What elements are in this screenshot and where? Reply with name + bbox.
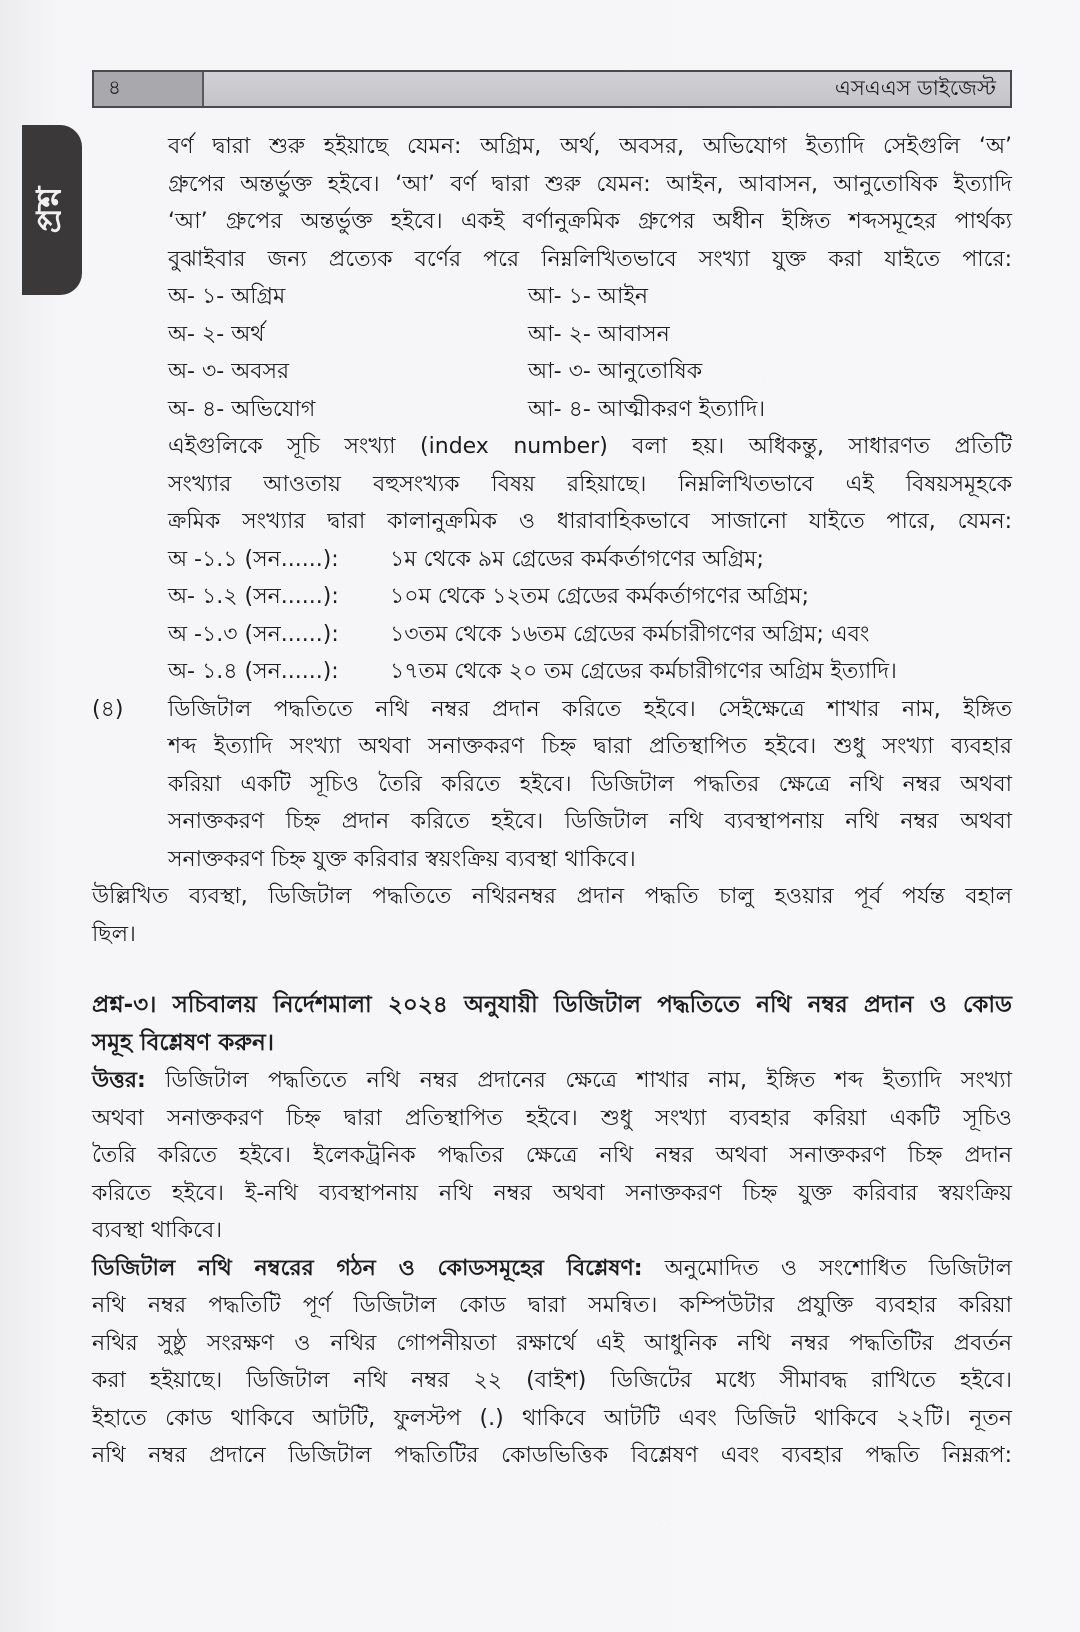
question-3-heading	[92, 987, 1012, 1062]
list-item	[92, 353, 1012, 391]
text-line: গ্রুপের অন্তর্ভুক্ত হইবে। ‘আ’ বর্ণ দ্বারা শুরু যেমন: আইন, আবাসন, আনুতোষিক ইত্যাদি	[168, 171, 1012, 197]
index-note-paragraph	[92, 428, 1012, 541]
list-item	[92, 391, 1012, 429]
list-item	[92, 653, 1012, 691]
index-right: আ- ৩- আনুতোষিক	[528, 359, 703, 384]
index-right: আ- ১- আইন	[528, 284, 649, 309]
sub-code-desc: ১৩তম থেকে ১৬তম গ্রেডের কর্মচারীগণের অগ্রিম; এবং	[390, 621, 870, 647]
index-left: অ- ৪- অভিযোগ	[168, 396, 316, 422]
closing-paragraph	[92, 878, 1012, 953]
text-line: অথবা সনাক্তকরণ চিহ্ন দ্বারা প্রতিস্থাপিত হইবে। শুধু সংখ্যা ব্যবহার করিয়া একটি সূচিও	[92, 1105, 1012, 1131]
sub-code-list	[92, 541, 1012, 691]
list-item	[92, 316, 1012, 354]
running-header	[92, 70, 1012, 108]
answer-paragraph	[92, 1062, 1012, 1250]
text-line: ছিল।	[92, 921, 136, 947]
text-line: করিতে হইবে। ই-নথি ব্যবস্থাপনায় নথি নম্বর অথবা সনাক্তকরণ চিহ্ন যুক্ত করিবার স্বয়ংক্রিয়	[92, 1180, 1012, 1206]
text-line	[92, 1062, 1012, 1100]
answer-first-line: ডিজিটাল পদ্ধতিতে নথি নম্বর প্রদানের ক্ষেত্রে শাখার নাম, ইঙ্গিত শব্দ ইত্যাদি সংখ্যা	[145, 1068, 1012, 1093]
text-line: করিয়া একটি সূচিও তৈরি করিতে হইবে। ডিজিটাল পদ্ধতির ক্ষেত্রে নথি নম্বর অথবা	[168, 771, 1012, 797]
page-body	[92, 128, 1012, 1475]
page-number: ৪	[94, 72, 204, 106]
index-right: আ- ৪- আত্মীকরণ ইত্যাদি।	[528, 396, 766, 422]
index-left: অ- ২- অর্থ	[168, 321, 265, 347]
sub-code: অ -১.৩ (সন......):	[168, 621, 339, 647]
sub-code: অ -১.১ (সন......):	[168, 546, 339, 572]
index-pairs-list	[92, 278, 1012, 428]
index-left: অ- ৩- অবসর	[168, 359, 290, 384]
text-line: সংখ্যার আওতায় বহুসংখ্যক বিষয় রহিয়াছে। নিম্নলিখিতভাবে এই বিষয়সমূহকে	[168, 471, 1012, 497]
text-line: ডিজিটাল পদ্ধতিতে নথি নম্বর প্রদান করিতে হইবে। সেইক্ষেত্রে শাখার নাম, ইঙ্গিত	[168, 696, 1012, 722]
heading-line: প্রশ্ন-৩। সচিবালয় নির্দেশমালা ২০২৪ অনুযায়ী ডিজিটাল পদ্ধতিতে নথি নম্বর প্রদান ও কোড	[92, 992, 1012, 1018]
book-title: এসএএস ডাইজেস্ট	[834, 75, 996, 100]
text-line: উল্লিখিত ব্যবস্থা, ডিজিটাল পদ্ধতিতে নথিরনম্বর প্রদান পদ্ধতি চালু হওয়ার পূর্ব পর্যন্ত বহাল	[92, 884, 1012, 909]
text-line: ইহাতে কোড থাকিবে আটটি, ফুলস্টপ (.) থাকিবে আটটি এবং ডিজিট থাকিবে ২২টি। নূতন	[92, 1405, 1012, 1431]
list-item	[92, 278, 1012, 316]
analysis-heading: ডিজিটাল নথি নম্বরের গঠন ও কোডসমূহের বিশ্লেষণ:	[92, 1255, 643, 1281]
point-number: (৪)	[92, 696, 124, 722]
list-item	[92, 541, 1012, 579]
text-line: নথির সুষ্ঠু সংরক্ষণ ও নথির গোপনীয়তা রক্ষার্থে এই আধুনিক নথি নম্বর পদ্ধতিটির প্রবর্তন	[92, 1330, 1012, 1356]
index-right: আ- ২- আবাসন	[528, 321, 670, 347]
numbered-point-4	[92, 691, 1012, 879]
text-line: তৈরি করিতে হইবে। ইলেকট্রনিক পদ্ধতির ক্ষেত্রে নথি নম্বর অথবা সনাক্তকরণ চিহ্ন প্রদান	[92, 1143, 1012, 1168]
text-line: নথি নম্বর পদ্ধতিটি পূর্ণ ডিজিটাল কোড দ্বারা সমন্বিত। কম্পিউটার প্রযুক্তি ব্যবহার করিয়া	[92, 1293, 1012, 1318]
analysis-first-line: অনুমোদিত ও সংশোধিত ডিজিটাল	[642, 1255, 1012, 1281]
sub-code: অ- ১.৪ (সন......):	[168, 659, 339, 684]
text-line: করা হইয়াছে। ডিজিটাল নথি নম্বর ২২ (বাইশ) ডিজিটের মধ্যে সীমাবদ্ধ রাখিতে হইবে।	[92, 1368, 1012, 1393]
index-left: অ- ১- অগ্রিম	[168, 284, 286, 309]
text-line: সনাক্তকরণ চিহ্ন যুক্ত করিবার স্বয়ংক্রিয় ব্যবস্থা থাকিবে।	[168, 846, 636, 872]
text-line: নথি নম্বর প্রদানে ডিজিটাল পদ্ধতিটির কোডভিত্তিক বিশ্লেষণ এবং ব্যবহার পদ্ধতি নিম্নরূপ:	[92, 1443, 1012, 1468]
sub-code: অ- ১.২ (সন......):	[168, 584, 339, 609]
sub-code-desc: ১০ম থেকে ১২তম গ্রেডের কর্মকর্তাগণের অগ্রিম;	[390, 584, 810, 609]
text-line	[92, 1250, 1012, 1288]
text-line: শব্দ ইত্যাদি সংখ্যা অথবা সনাক্তকরণ চিহ্ন দ্বারা প্রতিস্থাপিত হইবে। শুধু সংখ্যা ব্যবহার	[168, 734, 1012, 759]
text-line: এইগুলিকে সূচি সংখ্যা (index number) বলা হয়। অধিকন্তু, সাধারণত প্রতিটি	[168, 434, 1012, 459]
list-item	[92, 616, 1012, 654]
section-side-tab	[22, 125, 82, 295]
text-line: ব্যবস্থা থাকিবে।	[92, 1218, 223, 1243]
text-line: সনাক্তকরণ চিহ্ন প্রদান করিতে হইবে। ডিজিটাল নথি ব্যবস্থাপনায় নথি নম্বর অথবা	[168, 809, 1012, 834]
text-line: বুঝাইবার জন্য প্রত্যেক বর্ণের পরে নিম্নলিখিতভাবে সংখ্যা যুক্ত করা যাইতে পারে:	[168, 246, 1012, 272]
answer-label: উত্তর:	[92, 1068, 146, 1093]
intro-paragraph	[92, 128, 1012, 278]
heading-line: সমূহ বিশ্লেষণ করুন।	[92, 1029, 274, 1056]
sub-code-desc: ১৭তম থেকে ২০ তম গ্রেডের কর্মচারীগণের অগ্রিম ইত্যাদি।	[390, 659, 897, 684]
sub-code-desc: ১ম থেকে ৯ম গ্রেডের কর্মকর্তাগণের অগ্রিম;	[390, 546, 764, 572]
analysis-paragraph	[92, 1250, 1012, 1475]
side-tab-label: প্রশ্ন	[29, 186, 70, 234]
list-item	[92, 578, 1012, 616]
text-line: ক্রমিক সংখ্যার দ্বারা কালানুক্রমিক ও ধারাবাহিকভাবে সাজানো যাইতে পারে, যেমন:	[168, 509, 1012, 534]
text-line: ‘আ’ গ্রুপের অন্তর্ভুক্ত হইবে। একই বর্ণানুক্রমিক গ্রুপের অধীন ইঙ্গিত শব্দসমূহের পার্থক্য	[168, 209, 1012, 234]
text-line: বর্ণ দ্বারা শুরু হইয়াছে যেমন: অগ্রিম, অর্থ, অবসর, অভিযোগ ইত্যাদি সেইগুলি ‘অ’	[168, 134, 1012, 159]
